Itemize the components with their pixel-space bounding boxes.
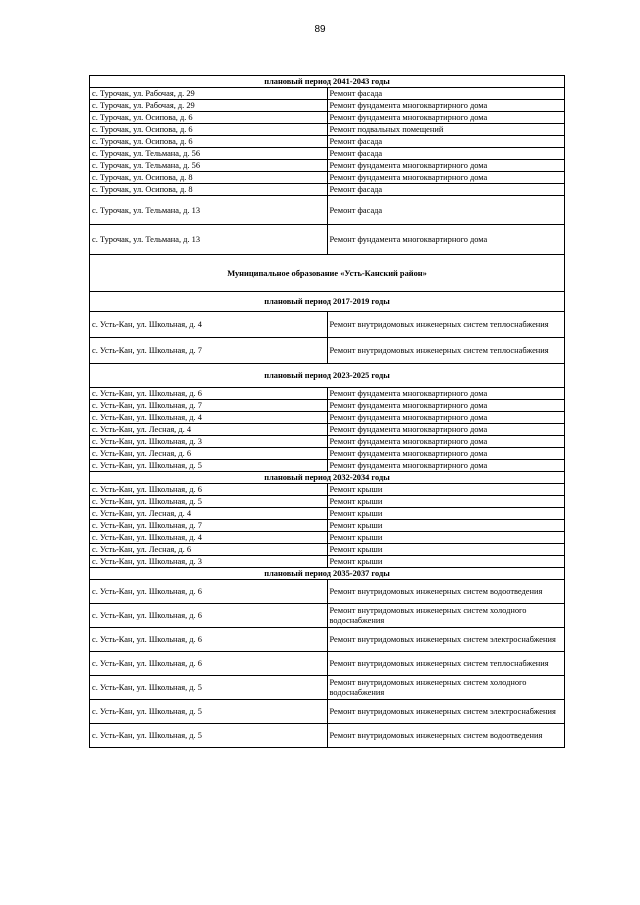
address-cell: с. Усть-Кан, ул. Школьная, д. 6 <box>90 388 328 400</box>
work-cell: Ремонт фундамента многоквартирного дома <box>327 112 565 124</box>
address-cell: с. Усть-Кан, ул. Лесная, д. 6 <box>90 544 328 556</box>
work-cell: Ремонт фундамента многоквартирного дома <box>327 100 565 112</box>
address-cell: с. Усть-Кан, ул. Школьная, д. 5 <box>90 724 328 748</box>
address-cell: с. Турочак, ул. Рабочая, д. 29 <box>90 88 328 100</box>
address-cell: с. Усть-Кан, ул. Школьная, д. 6 <box>90 604 328 628</box>
address-cell: с. Турочак, ул. Тельмана, д. 13 <box>90 196 328 225</box>
work-cell: Ремонт фундамента многоквартирного дома <box>327 448 565 460</box>
address-cell: с. Усть-Кан, ул. Школьная, д. 6 <box>90 652 328 676</box>
page-number: 89 <box>314 24 326 35</box>
work-cell: Ремонт крыши <box>327 484 565 496</box>
work-cell: Ремонт фасада <box>327 136 565 148</box>
work-cell: Ремонт фундамента многоквартирного дома <box>327 436 565 448</box>
work-cell: Ремонт фундамента многоквартирного дома <box>327 160 565 172</box>
work-cell: Ремонт внутридомовых инженерных систем теплоснабжения <box>327 652 565 676</box>
address-cell: с. Усть-Кан, ул. Школьная, д. 6 <box>90 484 328 496</box>
address-cell: с. Турочак, ул. Тельмана, д. 56 <box>90 160 328 172</box>
address-cell: с. Усть-Кан, ул. Лесная, д. 4 <box>90 508 328 520</box>
address-cell: с. Усть-Кан, ул. Школьная, д. 5 <box>90 700 328 724</box>
address-cell: с. Турочак, ул. Тельмана, д. 56 <box>90 148 328 160</box>
address-cell: с. Усть-Кан, ул. Школьная, д. 5 <box>90 676 328 700</box>
period-header-2017: плановый период 2017-2019 годы <box>90 292 565 312</box>
address-cell: с. Усть-Кан, ул. Школьная, д. 3 <box>90 556 328 568</box>
work-cell: Ремонт фундамента многоквартирного дома <box>327 400 565 412</box>
period-header-2032: плановый период 2032-2034 годы <box>90 472 565 484</box>
work-cell: Ремонт фасада <box>327 184 565 196</box>
municipality-header: Муниципальное образование «Усть-Канский район» <box>90 255 565 292</box>
address-cell: с. Усть-Кан, ул. Школьная, д. 7 <box>90 520 328 532</box>
address-cell: с. Усть-Кан, ул. Школьная, д. 5 <box>90 460 328 472</box>
address-cell: с. Турочак, ул. Рабочая, д. 29 <box>90 100 328 112</box>
work-cell: Ремонт внутридомовых инженерных систем водоотведения <box>327 724 565 748</box>
work-cell: Ремонт внутридомовых инженерных систем холодного водоснабжения <box>327 676 565 700</box>
work-cell: Ремонт крыши <box>327 496 565 508</box>
address-cell: с. Усть-Кан, ул. Лесная, д. 6 <box>90 448 328 460</box>
address-cell: с. Турочак, ул. Осипова, д. 8 <box>90 184 328 196</box>
address-cell: с. Усть-Кан, ул. Школьная, д. 7 <box>90 338 328 364</box>
address-cell: с. Усть-Кан, ул. Школьная, д. 5 <box>90 496 328 508</box>
address-cell: с. Турочак, ул. Осипова, д. 6 <box>90 136 328 148</box>
work-cell: Ремонт крыши <box>327 556 565 568</box>
work-cell: Ремонт крыши <box>327 520 565 532</box>
work-cell: Ремонт внутридомовых инженерных систем водоотведения <box>327 580 565 604</box>
period-header-2023: плановый период 2023-2025 годы <box>90 364 565 388</box>
work-cell: Ремонт фасада <box>327 88 565 100</box>
address-cell: с. Усть-Кан, ул. Школьная, д. 4 <box>90 532 328 544</box>
address-cell: с. Турочак, ул. Осипова, д. 6 <box>90 112 328 124</box>
work-cell: Ремонт крыши <box>327 532 565 544</box>
address-cell: с. Турочак, ул. Осипова, д. 6 <box>90 124 328 136</box>
work-cell: Ремонт внутридомовых инженерных систем теплоснабжения <box>327 312 565 338</box>
work-cell: Ремонт внутридомовых инженерных систем электроснабжения <box>327 628 565 652</box>
work-cell: Ремонт фундамента многоквартирного дома <box>327 225 565 255</box>
address-cell: с. Усть-Кан, ул. Школьная, д. 4 <box>90 312 328 338</box>
address-cell: с. Усть-Кан, ул. Школьная, д. 4 <box>90 412 328 424</box>
work-cell: Ремонт фундамента многоквартирного дома <box>327 172 565 184</box>
work-cell: Ремонт фундамента многоквартирного дома <box>327 388 565 400</box>
address-cell: с. Турочак, ул. Осипова, д. 8 <box>90 172 328 184</box>
work-cell: Ремонт внутридомовых инженерных систем электроснабжения <box>327 700 565 724</box>
period-header-2035: плановый период 2035-2037 годы <box>90 568 565 580</box>
work-cell: Ремонт подвальных помещений <box>327 124 565 136</box>
work-cell: Ремонт фундамента многоквартирного дома <box>327 424 565 436</box>
work-cell: Ремонт фундамента многоквартирного дома <box>327 460 565 472</box>
address-cell: с. Турочак, ул. Тельмана, д. 13 <box>90 225 328 255</box>
work-cell: Ремонт фундамента многоквартирного дома <box>327 412 565 424</box>
capital-repair-table <box>89 75 565 748</box>
work-cell: Ремонт внутридомовых инженерных систем теплоснабжения <box>327 338 565 364</box>
address-cell: с. Усть-Кан, ул. Школьная, д. 3 <box>90 436 328 448</box>
work-cell: Ремонт внутридомовых инженерных систем холодного водоснабжения <box>327 604 565 628</box>
address-cell: с. Усть-Кан, ул. Школьная, д. 6 <box>90 580 328 604</box>
address-cell: с. Усть-Кан, ул. Школьная, д. 6 <box>90 628 328 652</box>
work-cell: Ремонт фасада <box>327 196 565 225</box>
work-cell: Ремонт крыши <box>327 544 565 556</box>
address-cell: с. Усть-Кан, ул. Лесная, д. 4 <box>90 424 328 436</box>
work-cell: Ремонт крыши <box>327 508 565 520</box>
period-header-2041: плановый период 2041-2043 годы <box>90 76 565 88</box>
address-cell: с. Усть-Кан, ул. Школьная, д. 7 <box>90 400 328 412</box>
work-cell: Ремонт фасада <box>327 148 565 160</box>
